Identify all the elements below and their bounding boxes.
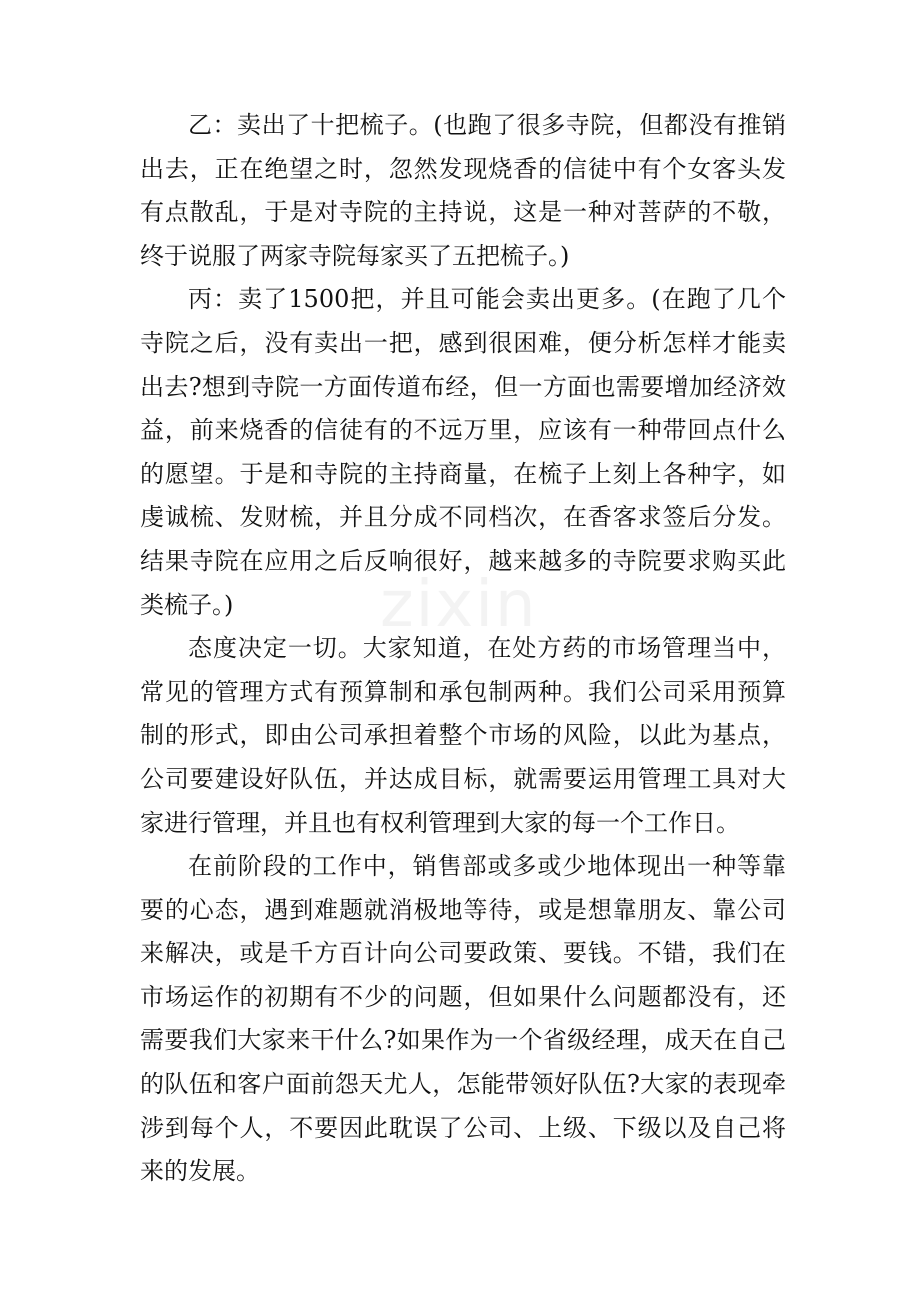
paragraph-bing: 丙：卖了1500把，并且可能会卖出更多。(在跑了几个寺院之后，没有卖出一把，感到很困难，便分析怎样才能卖出去?想到寺院一方面传道布经，但一方面也需要增加经济效益，前来烧香的信徒有的不远万里，应该有一种带回点什么的愿望。于是和寺院的主持商量，在梳子上刻上各种字，如虔诚梳、发财梳，并且分成不同档次，在香客求签后分发。结果寺院在应用之后反响很好，越来越多的寺院要求购买此类梳子。) — [140, 285, 786, 619]
watermark: zixin — [380, 568, 538, 642]
paragraph-sales-dept: 在前阶段的工作中，销售部或多或少地体现出一种等靠要的心态，遇到难题就消极地等待，或是想靠朋友、靠公司来解决，或是千方百计向公司要政策、要钱。不错，我们在市场运作的初期有不少的问题，但如果什么问题都没有，还需要我们大家来干什么?如果作为一个省级经理，成天在自己的队伍和客户面前怨天尤人，怎能带领好队伍?大家的表现牵涉到每个人，不要因此耽误了公司、上级、下级以及自己将来的发展。 — [140, 852, 786, 1186]
paragraph-yi: 乙：卖出了十把梳子。(也跑了很多寺院，但都没有推销出去，正在绝望之时，忽然发现烧香的信徒中有个女客头发有点散乱，于是对寺院的主持说，这是一种对菩萨的不敬，终于说服了两家寺院每家买了五把梳子。) — [140, 111, 786, 270]
paragraph-attitude: 态度决定一切。大家知道，在处方药的市场管理当中，常见的管理方式有预算制和承包制两种。我们公司采用预算制的形式，即由公司承担着整个市场的风险，以此为基点，公司要建设好队伍，并达成目标，就需要运用管理工具对大家进行管理，并且也有权利管理到大家的每一个工作日。 — [140, 634, 786, 837]
document-body — [140, 104, 786, 1194]
